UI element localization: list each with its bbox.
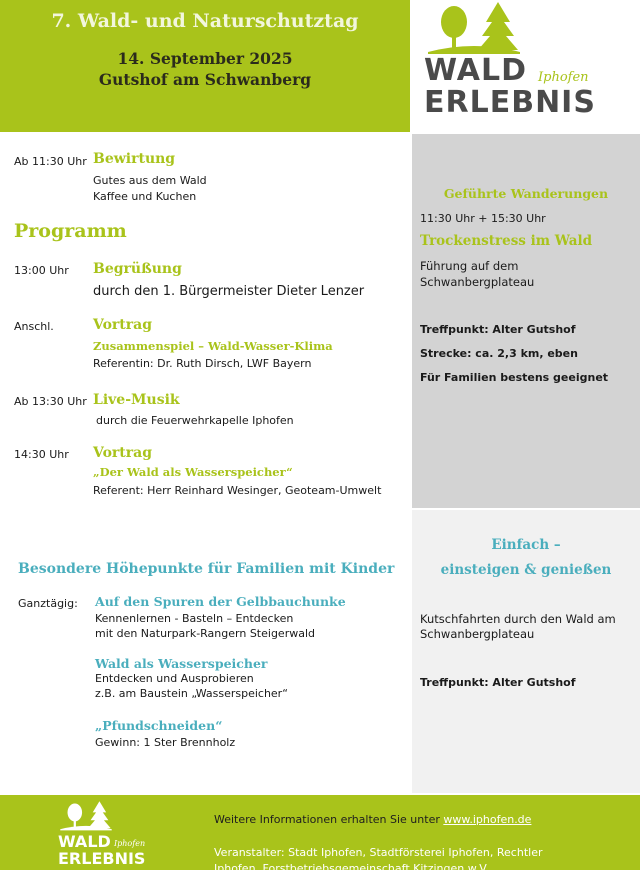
hikes-times: 11:30 Uhr + 15:30 Uhr [420,211,546,227]
carriage-desc: Kutschfahrten durch den Wald am [420,612,616,628]
carriage-heading: einsteigen & genießen [412,562,640,578]
hikes-families: Für Familien bestens geeignet [420,370,608,386]
families-item-line: mit den Naturpark-Rangern Steigerwald [95,626,315,642]
hikes-desc: Schwanbergplateau [420,275,534,291]
program-item-line: durch den 1. Bürgermeister Dieter Lenzer [93,284,364,299]
carriage-desc: Schwanbergplateau [420,627,534,643]
families-item-heading: Wald als Wasserspeicher [95,656,268,671]
program-item-subtitle: Zusammenspiel – Wald-Wasser-Klima [93,339,333,353]
logo-word-wald: WALD [424,53,527,88]
wald-erlebnis-logo [410,0,640,132]
families-time: Ganztägig: [18,597,78,610]
footer-organizers-line: Iphofen, Forstbetriebsgemeinschaft Kitzingen w.V. [214,861,634,876]
program-item-time: 14:30 Uhr [14,448,69,461]
carriage-meeting-point: Treffpunkt: Alter Gutshof [420,675,576,691]
footer-organizers-line: Veranstalter: Stadt Iphofen, Stadtförsterei Iphofen, Rechtler [214,845,634,861]
catering-line2: Kaffee und Kuchen [93,189,196,205]
catering-heading: Bewirtung [93,151,175,167]
program-item-time: Anschl. [14,320,54,333]
hikes-distance: Strecke: ca. 2,3 km, eben [420,346,578,362]
program-item-heading: Begrüßung [93,261,182,277]
program-item-heading: Live-Musik [93,392,180,408]
event-location: Gutshof am Schwanberg [0,70,410,89]
footer-logo-erlebnis: ERLEBNIS [58,849,145,868]
event-title: 7. Wald- und Naturschutztag [0,10,410,32]
hikes-desc: Führung auf dem [420,259,518,275]
program-heading: Programm [14,220,127,242]
program-item-subtitle: „Der Wald als Wasserspeicher“ [93,465,293,479]
footer-organizers [214,845,634,876]
logo-script-iphofen: Iphofen [538,70,589,85]
program-item-time: 13:00 Uhr [14,264,69,277]
footer-info-text: Weitere Informationen erhalten Sie unter [214,813,443,826]
families-heading: Besondere Höhepunkte für Familien mit Kinder [18,561,394,577]
families-item-line: Kennenlernen - Basteln – Entdecken [95,611,293,627]
families-item-line: Entdecken und Ausprobieren [95,671,254,687]
hikes-meeting-point: Treffpunkt: Alter Gutshof [420,322,576,338]
families-item-line: Gewinn: 1 Ster Brennholz [95,735,235,751]
footer-logo-wald: WALD [58,832,111,851]
program-item-line: Referent: Herr Reinhard Wesinger, Geoteam-Umwelt [93,483,381,499]
hikes-heading: Geführte Wanderungen [412,186,640,201]
program-item-line: Referentin: Dr. Ruth Dirsch, LWF Bayern [93,356,311,372]
families-item-heading: Auf den Spuren der Gelbbauchunke [95,594,346,609]
hikes-title: Trockenstress im Wald [420,233,592,249]
forest-icon [58,801,114,835]
footer-info [214,813,531,826]
program-item-line: durch die Feuerwehrkapelle Iphofen [96,413,294,429]
program-item-heading: Vortrag [93,445,152,461]
families-item-heading: „Pfundschneiden“ [95,718,222,733]
program-item-time: Ab 13:30 Uhr [14,395,87,408]
event-date: 14. September 2025 [0,49,410,68]
logo-word-erlebnis: ERLEBNIS [424,85,596,120]
carriage-heading: Einfach – [412,537,640,553]
footer-website-link[interactable]: www.iphofen.de [443,813,531,826]
catering-time: Ab 11:30 Uhr [14,155,87,168]
footer-logo-script: Iphofen [114,839,145,848]
catering-line1: Gutes aus dem Wald [93,173,207,189]
program-item-heading: Vortrag [93,317,152,333]
families-item-line: z.B. am Baustein „Wasserspeicher“ [95,686,288,702]
